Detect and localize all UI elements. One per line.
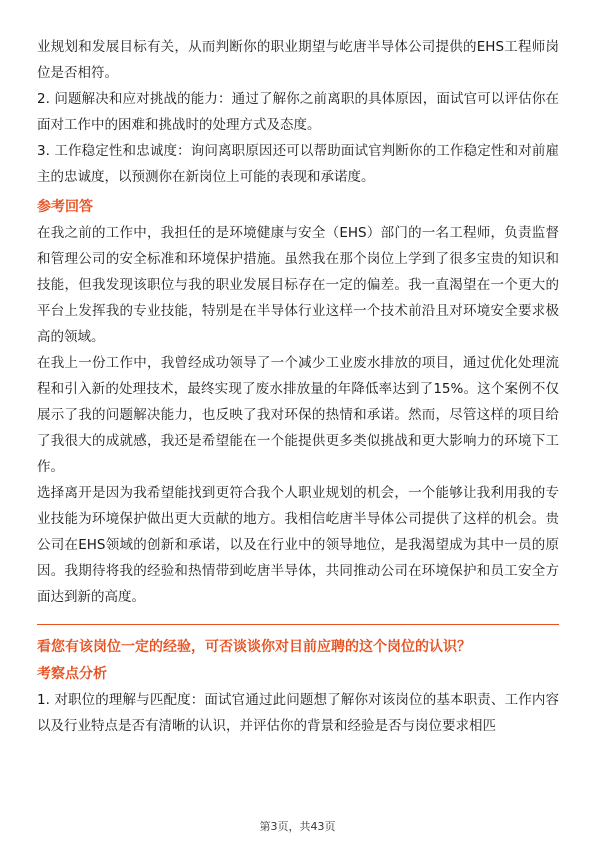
document-page: [37, 34, 559, 739]
analysis-heading: 考察点分析: [37, 666, 107, 682]
answer-heading: 参考回答: [37, 199, 93, 215]
answer-paragraph-3: 选择离开是因为我希望能找到更符合我个人职业规划的机会，一个能够让我利用我的专业技能为环境保护做出更大贡献的地方。我相信屹唐半导体公司提供了这样的机会。贵公司在EHS领域的创新和承诺，以及在行业中的领导地位，是我渴望成为其中一员的原因。我期待将我的经验和热情带到屹唐半导体，共同推动公司在环境保护和员工安全方面达到新的高度。: [37, 485, 559, 605]
analysis-point-1: 1. 对职位的理解与匹配度：面试官通过此问题想了解你对该岗位的基本职责、工作内容以及行业特点是否有清晰的认识，并评估你的背景和经验是否与岗位要求相匹: [37, 692, 559, 734]
point-3: 3. 工作稳定性和忠诚度：询问离职原因还可以帮助面试官判断你的工作稳定性和对前雇主的忠诚度，以预测你在新岗位上可能的表现和承诺度。: [37, 143, 559, 185]
next-question-heading: 看您有该岗位一定的经验，可否谈谈你对目前应聘的这个岗位的认识？: [37, 624, 559, 661]
answer-paragraph-1: 在我之前的工作中，我担任的是环境健康与安全（EHS）部门的一名工程师，负责监督和管理公司的安全标准和环境保护措施。虽然我在那个岗位上学到了很多宝贵的知识和技能，但我发现该职位与我的职业发展目标存在一定的偏差。我一直渴望在一个更大的平台上发挥我的专业技能，特别是在半导体行业这样一个技术前沿且对环境安全要求极高的领域。: [37, 225, 559, 345]
point-2: 2. 问题解决和应对挑战的能力：通过了解你之前离职的具体原因，面试官可以评估你在面对工作中的困难和挑战时的处理方式及态度。: [37, 91, 559, 133]
answer-paragraph-2: 在我上一份工作中，我曾经成功领导了一个减少工业废水排放的项目，通过优化处理流程和引入新的处理技术，最终实现了废水排放量的年降低率达到了15%。这个案例不仅展示了我的问题解决能力，也反映了我对环保的热情和承诺。然而，尽管这样的项目给了我很大的成就感，我还是希望能在一个能提供更多类似挑战和更大影响力的环境下工作。: [37, 355, 559, 475]
intro-paragraph-tail: 业规划和发展目标有关，从而判断你的职业期望与屹唐半导体公司提供的EHS工程师岗位是否相符。: [37, 39, 559, 81]
page-footer: 第3页，共43页: [259, 820, 336, 833]
